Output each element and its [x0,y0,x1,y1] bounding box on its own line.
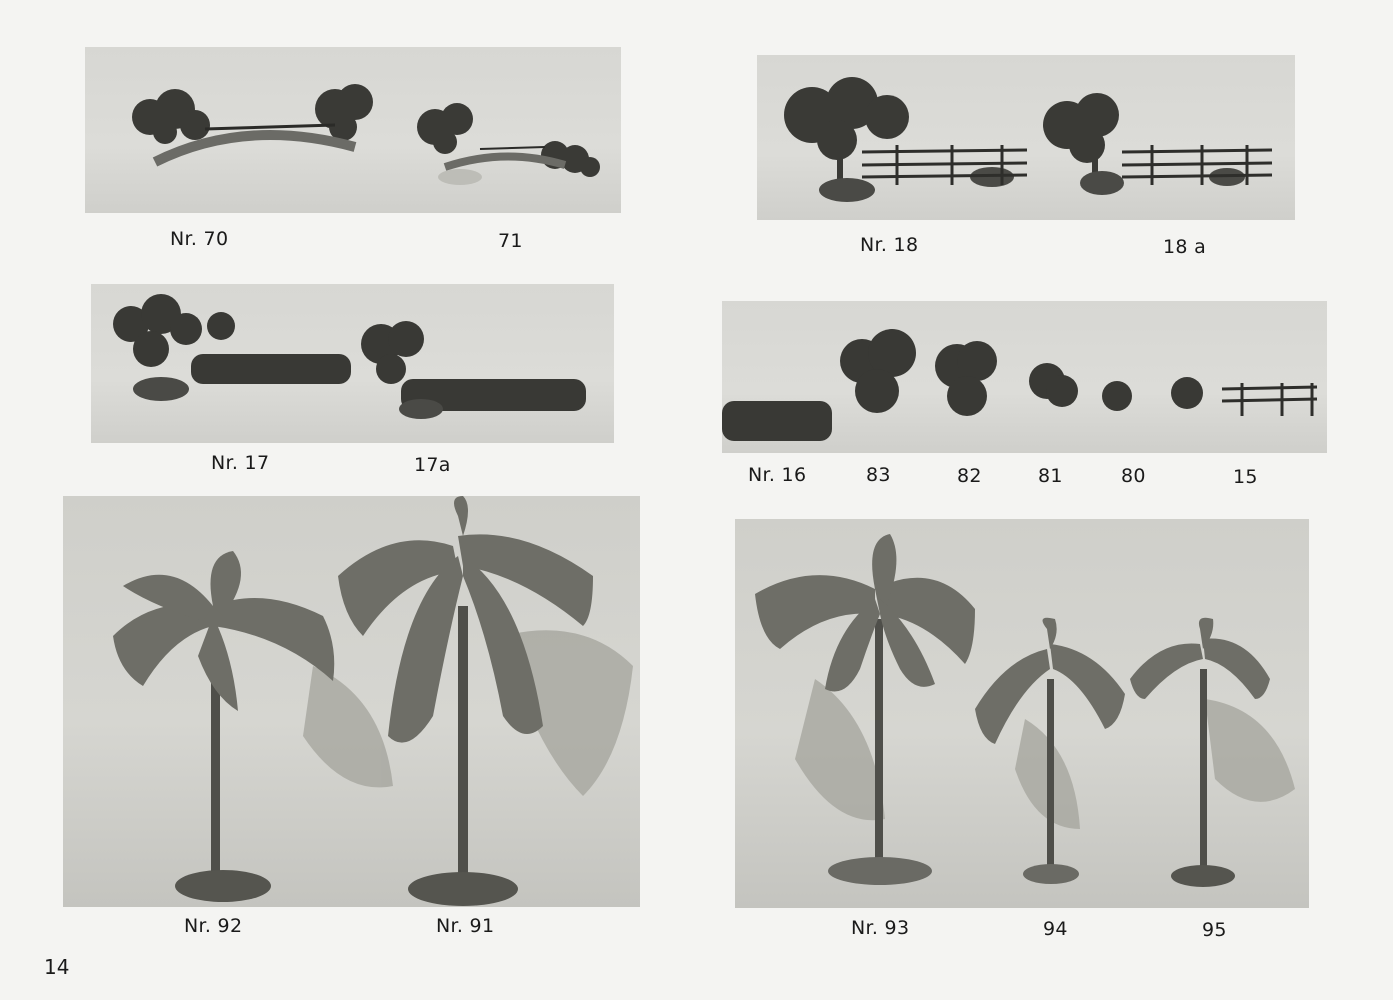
caption-95: 95 [1202,919,1227,941]
caption-nr-18: Nr. 18 [860,234,919,256]
photo-palms-93-94-95 [735,519,1309,908]
photo-bushes-16-15 [722,301,1327,453]
caption-nr-70: Nr. 70 [170,228,229,250]
bridge-models-illustration [85,47,621,213]
photo-palms-92-91 [63,496,640,907]
fence-models-illustration [757,55,1295,220]
caption-nr-92: Nr. 92 [184,915,243,937]
caption-nr-17: Nr. 17 [211,452,270,474]
palm-models-illustration-left [63,496,640,907]
caption-94: 94 [1043,918,1068,940]
photo-bridges-70-71 [85,47,621,213]
caption-71: 71 [498,230,523,252]
caption-83: 83 [866,464,891,486]
photo-fences-18-18a [757,55,1295,220]
page-number: 14 [44,955,70,979]
palm-models-illustration-right [735,519,1309,908]
caption-17a: 17a [414,454,451,476]
caption-nr-93: Nr. 93 [851,917,910,939]
caption-80: 80 [1121,465,1146,487]
caption-18a: 18 a [1163,236,1207,258]
caption-nr-91: Nr. 91 [436,915,495,937]
hedge-models-illustration [91,284,614,443]
caption-81: 81 [1038,465,1063,487]
caption-nr-16: Nr. 16 [748,464,807,486]
bush-models-illustration [722,301,1327,453]
photo-hedges-17-17a [91,284,614,443]
caption-82: 82 [957,465,982,487]
caption-15: 15 [1233,466,1258,488]
